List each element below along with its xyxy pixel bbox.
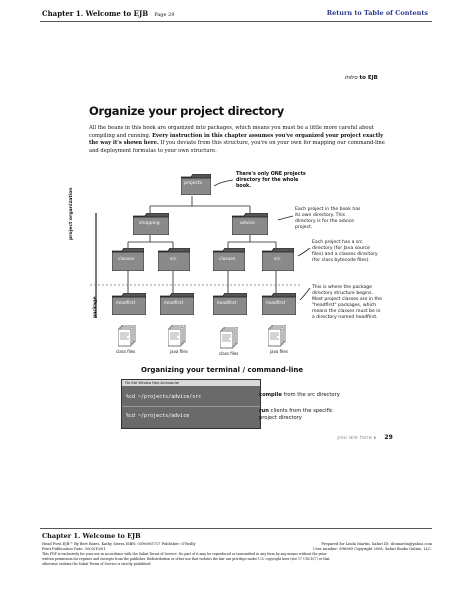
page-number: Page 29 [154, 12, 175, 18]
folder-classes-1: classes [112, 248, 144, 271]
section-title: Organize your project directory [89, 104, 284, 118]
folder-headfirst-1: headfirst [112, 293, 146, 315]
file-label: class files [219, 351, 239, 356]
note-package: This is where the package directory structure begins. Most project classes are in the "headfirst" packages, which means the classes must be in a directory named headfirst. [312, 285, 382, 320]
terminal-command-compile: %cd ~/projects/advice/src [126, 394, 202, 400]
footer-line: This PDF is exclusively for your use in accordance with the Safari Terms of Service. No part of it may be reproduced or transmitted in any form by any means without the prior [42, 552, 327, 556]
footer-divider [40, 528, 432, 529]
file-stack-icon [268, 325, 288, 351]
file-label: java files [170, 349, 188, 354]
folder-projects: projects [181, 174, 211, 195]
file-stack-icon [118, 325, 138, 351]
footer-line: User number: 896969 Copyright 2008, Safari Books Online, LLC. [312, 547, 432, 551]
folder-headfirst-3: headfirst [213, 293, 247, 315]
terminal-window [121, 379, 261, 429]
terminal-divider [122, 406, 260, 407]
folder-headfirst-4: headfirst [262, 293, 296, 315]
footer-line: Head First EJB™ By Bert Bates, Kathy Sierra ISBN: 0596005717 Publisher: O'Reilly [42, 542, 196, 546]
file-label: java files [270, 349, 288, 354]
folder-advice: advice [232, 213, 268, 235]
terminal-menubar: File Edit Window Help Accessorize [122, 380, 260, 386]
you-are-here-marker: you are here ▸ 29 [337, 434, 393, 441]
chapter-title: Chapter 1. Welcome to EJB Page 29 [42, 9, 175, 18]
footer-line: Prepared for Linda Martin, Safari ID: dcsmartin@yahoo.com [321, 542, 432, 546]
header-divider [40, 21, 432, 22]
footer-line: written permission for reprints and excerpts from the publisher. Redistribution or other use that violates the fair use privilege under U.S. copyright laws (see 17 USC107) or that [42, 557, 330, 561]
folder-classes-2: classes [213, 248, 245, 271]
folder-src-1: src [158, 248, 190, 271]
note-project-directory: Each project in the book has its own directory. This directory is for the advice project. [295, 207, 361, 230]
return-to-toc-link[interactable]: Return to Table of Contents [326, 9, 428, 17]
intro-paragraph: All the beans in this book are organized into packages, which means you must be a little more careful about compiling and running. Every instruction in this chapter assumes you've organized your project exactly the way it's shown here. If you deviate from this structure, you're on your own for mapping our command-line and deployment formulas to your own structure. [89, 125, 385, 154]
footer-line: Print Publication Date: 2003/10/01 [42, 547, 106, 551]
file-stack-icon [168, 325, 188, 351]
callout-root: There's only ONE projects directory for the whole book. [236, 172, 306, 189]
side-label-package: package [93, 296, 98, 318]
page-header [0, 0, 463, 24]
folder-headfirst-2: headfirst [160, 293, 194, 315]
intro-tag: intro to EJB [345, 75, 378, 81]
terminal-note-compile: compile from the src directory [259, 392, 340, 398]
file-stack-icon [220, 327, 240, 353]
folder-src-2: src [262, 248, 294, 271]
terminal-heading: Organizing your terminal / command-line [141, 366, 304, 374]
terminal-note-run: run clients from the specific project directory [259, 408, 333, 421]
note-src-classes: Each project has a src directory (for Java source files) and a classes directory (for class bytecode files). [312, 240, 378, 263]
footer-line: otherwise violates the Safari Terms of Service is strictly prohibited. [42, 562, 152, 566]
file-label: class files [116, 349, 136, 354]
folder-shopping: shopping [133, 213, 169, 235]
terminal-command-run: %cd ~/projects/advice [126, 413, 190, 419]
footer-title: Chapter 1. Welcome to EJB [42, 532, 141, 540]
page-number-bottom: 29 [384, 434, 393, 441]
side-label-project-organization: project organization [69, 187, 74, 240]
